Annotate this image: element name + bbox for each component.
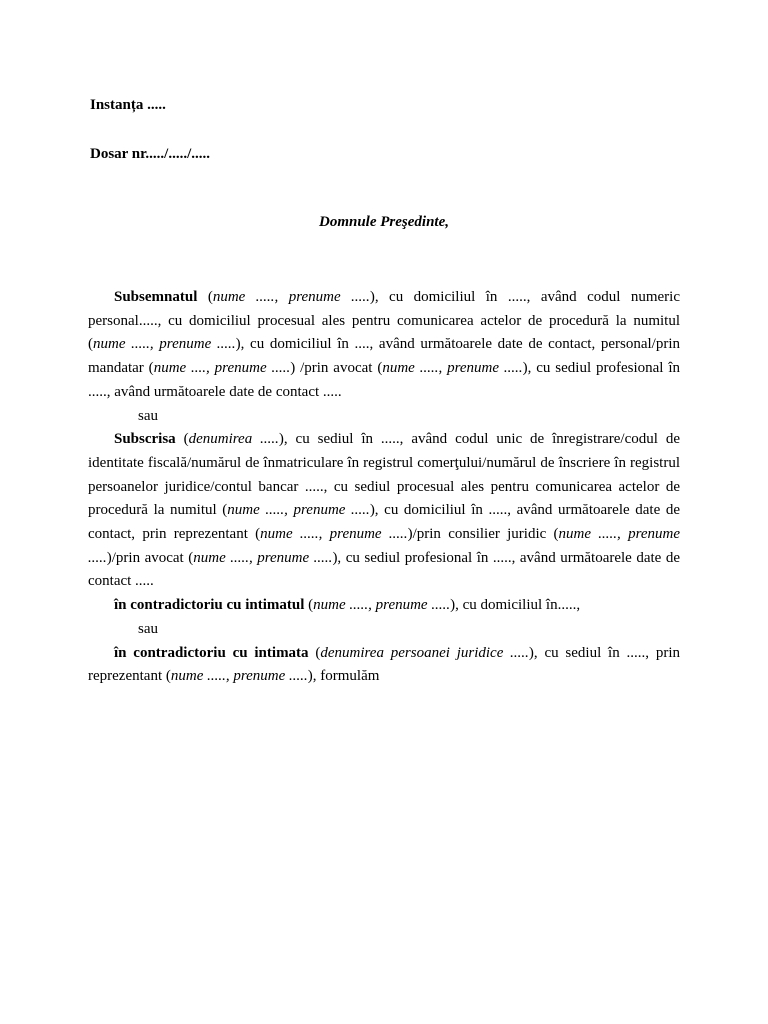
text-fragment: ), cu sediul profesional în ....., având următoarele date de contact ..... — [88, 549, 680, 590]
placeholder-denumire: denumirea persoanei juridice ..... — [320, 644, 529, 661]
text-fragment: ) /prin avocat ( — [290, 360, 383, 377]
document-body — [88, 286, 680, 689]
placeholder-name: nume ....., prenume ..... — [170, 668, 308, 685]
case-number-line: Dosar nr...../...../..... — [90, 146, 211, 162]
text-fragment: ( — [197, 289, 213, 305]
text-fragment: ), cu sediul în ....., având codul unic de înregistrare/codul de identitate fiscală/numărul de înmatriculare în registrul comerţului/numărul de înscriere în registrul persoanelor juridice/contul bancar ....., cu sediul procesual ales pentru comunicarea actelor de procedură la numitul ( — [88, 431, 680, 519]
text-fragment: ), cu domiciliul în ....., având următoarele date de contact, prin reprezentant ( — [88, 502, 681, 543]
text-fragment: ), cu sediul profesional în ....., având următoarele date de contact ..... — [88, 360, 680, 400]
text-fragment: ), cu domiciliul în....., — [450, 597, 581, 614]
text-fragment: ), cu domiciliul în ....., având codul numeric personal....., cu domiciliul procesual ales pentru comunicarea actelor de procedură la numitul ( — [88, 289, 680, 353]
placeholder-name: nume ....., prenume ..... — [88, 526, 680, 566]
text-fragment: )/prin consilier juridic ( — [407, 526, 559, 543]
placeholder-name: nume ...., prenume ..... — [153, 360, 291, 377]
intimata-label: în contradictoriu cu intimata — [114, 644, 309, 661]
placeholder-name: nume ....., prenume ..... — [313, 597, 451, 614]
text-fragment: ), formulăm — [307, 668, 380, 685]
text-fragment: ), cu domiciliul în ...., având următoarele date de contact, personal/prin mandatar ( — [88, 336, 680, 377]
subscrisa-label: Subscrisa — [114, 431, 176, 448]
text-fragment: ), cu sediul în ....., prin reprezentant ( — [88, 644, 680, 685]
text-fragment: ( — [308, 644, 321, 661]
paragraph-intimatul — [88, 594, 680, 618]
paragraph-legal-person — [88, 428, 680, 594]
text-fragment: ( — [175, 431, 189, 448]
intimatul-label: în contradictoriu cu intimatul — [114, 597, 305, 614]
paragraph-natural-person — [88, 286, 680, 405]
text-fragment: )/prin avocat ( — [106, 549, 194, 566]
placeholder-name: nume ....., prenume ..... — [382, 360, 523, 377]
placeholder-denumire: denumirea ..... — [188, 431, 279, 448]
text-fragment: ( — [304, 597, 314, 614]
court-line: Instanța ..... — [90, 97, 166, 113]
document-title: Domnule Preşedinte, — [319, 214, 449, 230]
placeholder-name: nume ....., prenume ..... — [260, 526, 408, 543]
or-separator: sau — [138, 407, 158, 424]
placeholder-name: nume ....., prenume ..... — [227, 502, 370, 519]
or-separator: sau — [138, 620, 158, 637]
placeholder-name: nume ....., prenume ..... — [212, 289, 370, 305]
paragraph-intimata — [88, 642, 680, 689]
placeholder-name: nume ....., prenume ..... — [93, 336, 236, 353]
subsemnatul-label: Subsemnatul — [114, 289, 198, 305]
placeholder-name: nume ....., prenume ..... — [193, 549, 333, 566]
